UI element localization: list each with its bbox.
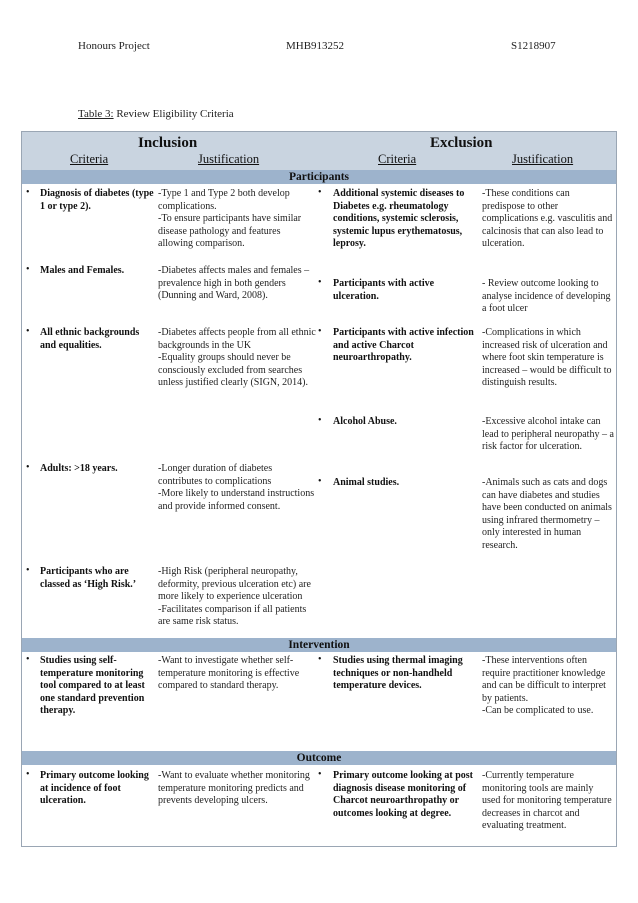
inclusion-justification: -Longer duration of diabetes contributes to complications -More likely to understand instructions and provide informed consent. bbox=[158, 463, 315, 512]
exclusion-justification-heading: Justification bbox=[512, 152, 574, 166]
exclusion-criteria: Participants with active ulceration. bbox=[333, 278, 435, 302]
page-header bbox=[0, 40, 638, 54]
inclusion-criteria: Primary outcome looking at incidence of foot ulceration. bbox=[40, 770, 149, 806]
exclusion-justification: -Currently temperature monitoring tools are mainly used for monitoring temperature decreases in charcot and evaluating treatment. bbox=[482, 770, 612, 831]
bullet: • bbox=[26, 326, 30, 337]
bullet: • bbox=[26, 769, 30, 780]
inclusion-criteria: Studies using self-temperature monitoring tool compared to at least one standard prevention therapy. bbox=[40, 655, 145, 716]
header-project: Honours Project bbox=[78, 40, 150, 52]
inclusion-criteria: Adults: >18 years. bbox=[40, 463, 118, 474]
bullet: • bbox=[318, 476, 322, 487]
exclusion-criteria: Primary outcome looking at post diagnosis disease monitoring of Charcot neuroarthropathy or outcomes looking at degree. bbox=[333, 770, 473, 819]
bullet: • bbox=[26, 462, 30, 473]
inclusion-criteria-heading: Criteria bbox=[70, 152, 109, 166]
exclusion-justification: -These conditions can predispose to other complications e.g. vasculitis and calcinosis that can also lead to ulceration. bbox=[482, 188, 613, 249]
inclusion-criteria: Males and Females. bbox=[40, 265, 125, 276]
bullet: • bbox=[26, 187, 30, 198]
header-module-code: MHB913252 bbox=[286, 40, 345, 52]
exclusion-justification: -Animals such as cats and dogs can have diabetes and studies have been conducted on animals using infrared thermometry – only interested in human research. bbox=[482, 477, 612, 551]
bullet: • bbox=[318, 415, 322, 426]
exclusion-justification: -These interventions often require practitioner knowledge and can be difficult to interpret by patients. -Can be complicated to use. bbox=[482, 655, 606, 716]
inclusion-justification: -Type 1 and Type 2 both develop complications. -To ensure participants have similar disease pathology and features allowing comparison. bbox=[158, 188, 302, 249]
bullet: • bbox=[318, 187, 322, 198]
inclusion-criteria: Participants who are classed as ‘High Risk.’ bbox=[40, 566, 137, 590]
section-intervention: Intervention bbox=[22, 638, 616, 652]
bullet: • bbox=[318, 277, 322, 288]
bullet: • bbox=[26, 264, 30, 275]
inclusion-justification: -High Risk (peripheral neuropathy, deformity, previous ulceration etc) are more likely to experience ulceration -Facilitates comparison if all patients are same risk status. bbox=[158, 566, 311, 627]
inclusion-justification: -Diabetes affects people from all ethnic backgrounds in the UK -Equality groups should never be consciously excluded from searches unless justified clearly (SIGN, 2014). bbox=[158, 327, 316, 388]
section-outcome: Outcome bbox=[22, 751, 616, 765]
bullet: • bbox=[318, 654, 322, 665]
bullet: • bbox=[318, 326, 322, 337]
inclusion-justification: -Diabetes affects males and females – prevalence high in both genders (Dunning and Ward, 2008). bbox=[158, 265, 310, 301]
exclusion-criteria: Studies using thermal imaging techniques or non-handheld temperature devices. bbox=[333, 655, 463, 691]
eligibility-table bbox=[21, 131, 617, 847]
exclusion-criteria: Additional systemic diseases to Diabetes e.g. rheumatology conditions, systemic sclerosis, systemic lupus erythematosus, leprosy. bbox=[333, 188, 465, 249]
header-student-id: S1218907 bbox=[511, 40, 556, 52]
exclusion-criteria: Participants with active infection and active Charcot neuroarthropathy. bbox=[333, 327, 474, 363]
exclusion-title: Exclusion bbox=[430, 135, 493, 151]
table-caption bbox=[78, 108, 234, 120]
bullet: • bbox=[26, 565, 30, 576]
table-header bbox=[22, 132, 616, 170]
inclusion-criteria: All ethnic backgrounds and equalities. bbox=[40, 327, 140, 351]
section-participants: Participants bbox=[22, 170, 616, 184]
inclusion-criteria: Diagnosis of diabetes (type 1 or type 2). bbox=[40, 188, 154, 212]
inclusion-justification: -Want to investigate whether self-temperature monitoring is effective compared to standard therapy. bbox=[158, 655, 300, 691]
exclusion-justification: - Review outcome looking to analyse incidence of developing a foot ulcer bbox=[482, 278, 611, 314]
exclusion-criteria: Animal studies. bbox=[333, 477, 400, 488]
exclusion-justification: -Excessive alcohol intake can lead to peripheral neuropathy – a risk factor for ulceration. bbox=[482, 416, 614, 452]
bullet: • bbox=[318, 769, 322, 780]
caption-text: Review Eligibility Criteria bbox=[116, 108, 234, 120]
inclusion-justification: -Want to evaluate whether monitoring temperature monitoring predicts and prevents developing ulcers. bbox=[158, 770, 310, 806]
exclusion-justification: -Complications in which increased risk of ulceration and where foot skin temperature is increased – would be difficult to distinguish results. bbox=[482, 327, 612, 388]
exclusion-criteria: Alcohol Abuse. bbox=[333, 416, 397, 427]
bullet: • bbox=[26, 654, 30, 665]
inclusion-title: Inclusion bbox=[138, 135, 198, 151]
exclusion-criteria-heading: Criteria bbox=[378, 152, 417, 166]
inclusion-justification-heading: Justification bbox=[198, 152, 260, 166]
caption-label: Table 3: bbox=[78, 108, 114, 120]
